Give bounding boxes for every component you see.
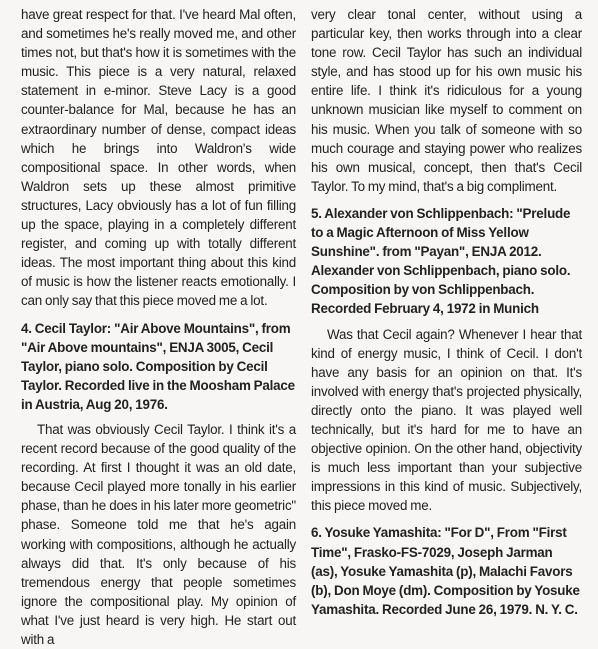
review-paragraph-track-4: That was obviously Cecil Taylor. I think it's a recent record because of the good quality of the recording. At first I thought it was an old date, because Cecil played more tonally in his earlier phase, than he does in his later more geometric" phase. Someone told me that he's again working with compositions, although he actually always did that. It's only because of his tremendous energy that people sometimes ignore the compositional play. My opinion of what I've just heard is very high. He start out with a xyxy=(21,421,296,647)
review-paragraph-track-5: Was that Cecil again? Whenever I hear that kind of energy music, I think of Cecil. I don't have any basis for an opinion on that. It's involved with energy that's projected physically, directly onto the piano. It was played well technically, but it's hard for me to have an objective opinion. On the other hand, objectivity is much less important than your subjective impressions in this kind of music. Subjectively, this piece moved me. xyxy=(311,326,582,514)
track-heading-4: 4. Cecil Taylor: "Air Above Mountains", from "Air Above mountains", ENJA 3005, Cecil Taylor, piano solo. Composition by Cecil Taylor. Recorded live in the Moosham Palace in Austria, Aug 20, 1976. xyxy=(21,320,295,412)
review-paragraph-continued: have great respect for that. I've heard Mal often, and sometimes he's really moved me, and other times not, but that's how it is sometimes with the music. This piece is a very natural, relaxed statement in e-minor. Steve Lacy is a good counter-balance for Mal, because he has an extraordinary number of dense, compact ideas which he brings into Waldron's wide compositional space. In other words, when Waldron sets up these almost primitive structures, Lacy obviously has a lot of fun filling up the space, playing in a completely different register, and coming up with totally different ideas. The most important thing about this kind of music is how the listener reacts emotionally. I can only say that this piece moved me a lot. xyxy=(21,7,296,309)
right-column xyxy=(311,5,582,619)
review-paragraph-track-4-continued: very clear tonal center, without using a particular key, then works through into a clear tone row. Cecil Taylor has such an individual style, and has stood up for his own music his entire life. I think it's ridiculous for a young unknown musician like myself to comment on his music. When you talk of someone with so much courage and staying power who realizes his own musical, concept, then that's Cecil Taylor. To my mind, that's a big compliment. xyxy=(311,7,582,194)
track-heading-5: 5. Alexander von Schlippenbach: "Prelude to a Magic Afternoon of Miss Yellow Sunshine". from "Payan", ENJA 2012. Alexander von Schlippenbach, piano solo. Composition by von Schlippenbach. Recorded February 4, 1972 in Munich xyxy=(311,205,571,317)
left-column xyxy=(21,5,296,649)
track-heading-6: 6. Yosuke Yamashita: "For D", From "First Time", Frasko-FS-7029, Joseph Jarman (as), Yosuke Yamashita (p), Malachi Favors (b), Don Moye (dm). Composition by Yosuke Yamashita. Recorded June 26, 1979. N. Y. C. xyxy=(311,525,580,617)
